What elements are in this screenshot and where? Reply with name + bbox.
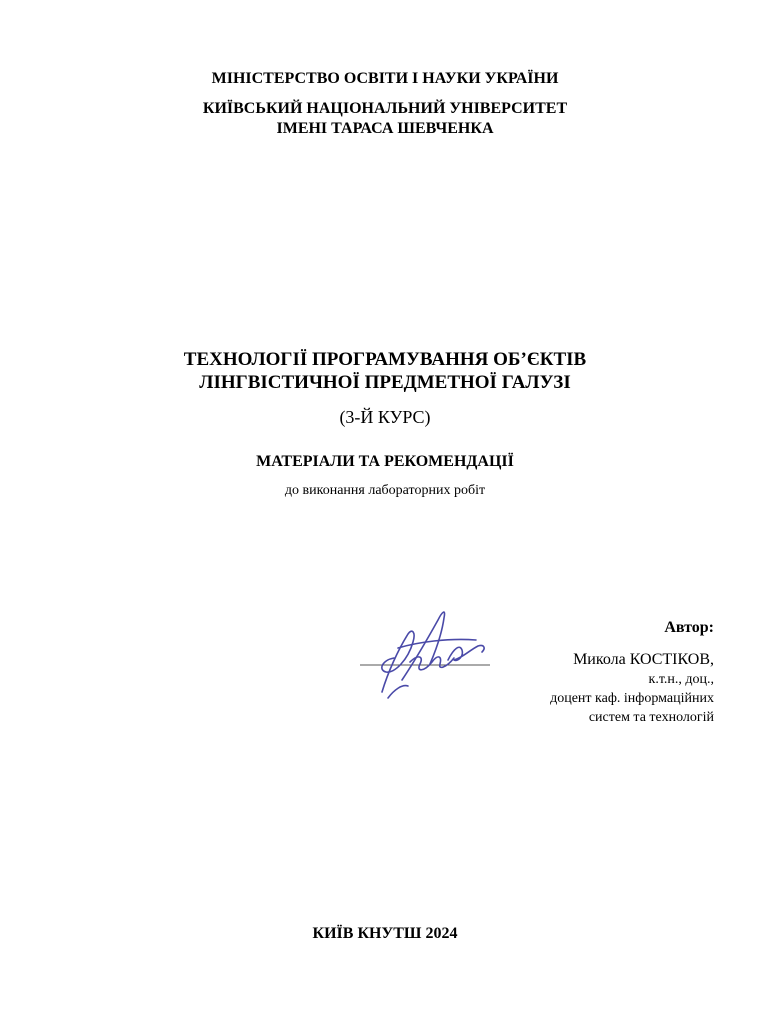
course-label: (3-Й КУРС) <box>339 407 431 427</box>
title-line-2: ЛІНГВІСТИЧНОЇ ПРЕДМЕТНОЇ ГАЛУЗІ <box>199 372 571 393</box>
university-heading <box>0 99 770 139</box>
author-block <box>454 618 714 727</box>
ministry-heading: МІНІСТЕРСТВО ОСВІТИ І НАУКИ УКРАЇНИ <box>211 70 559 87</box>
author-position-line-1: доцент каф. інформаційних <box>550 691 714 706</box>
author-degree: к.т.н., доц., <box>648 672 714 687</box>
author-name: Микола КОСТІКОВ, <box>573 651 714 668</box>
materials-subheading: до виконання лабораторних робіт <box>284 483 486 498</box>
title-line-1: ТЕХНОЛОГІЇ ПРОГРАМУВАННЯ ОБ’ЄКТІВ <box>183 349 587 370</box>
footer-city-year: КИЇВ КНУТШ 2024 <box>312 925 458 942</box>
document-title <box>0 348 770 394</box>
university-line-2: ІМЕНІ ТАРАСА ШЕВЧЕНКА <box>276 120 494 137</box>
author-position-line-2: систем та технологій <box>588 710 714 725</box>
materials-heading: МАТЕРІАЛИ ТА РЕКОМЕНДАЦІЇ <box>256 453 514 470</box>
university-line-1: КИЇВСЬКИЙ НАЦІОНАЛЬНИЙ УНІВЕРСИТЕТ <box>202 100 568 117</box>
author-label: Автор: <box>664 619 714 636</box>
